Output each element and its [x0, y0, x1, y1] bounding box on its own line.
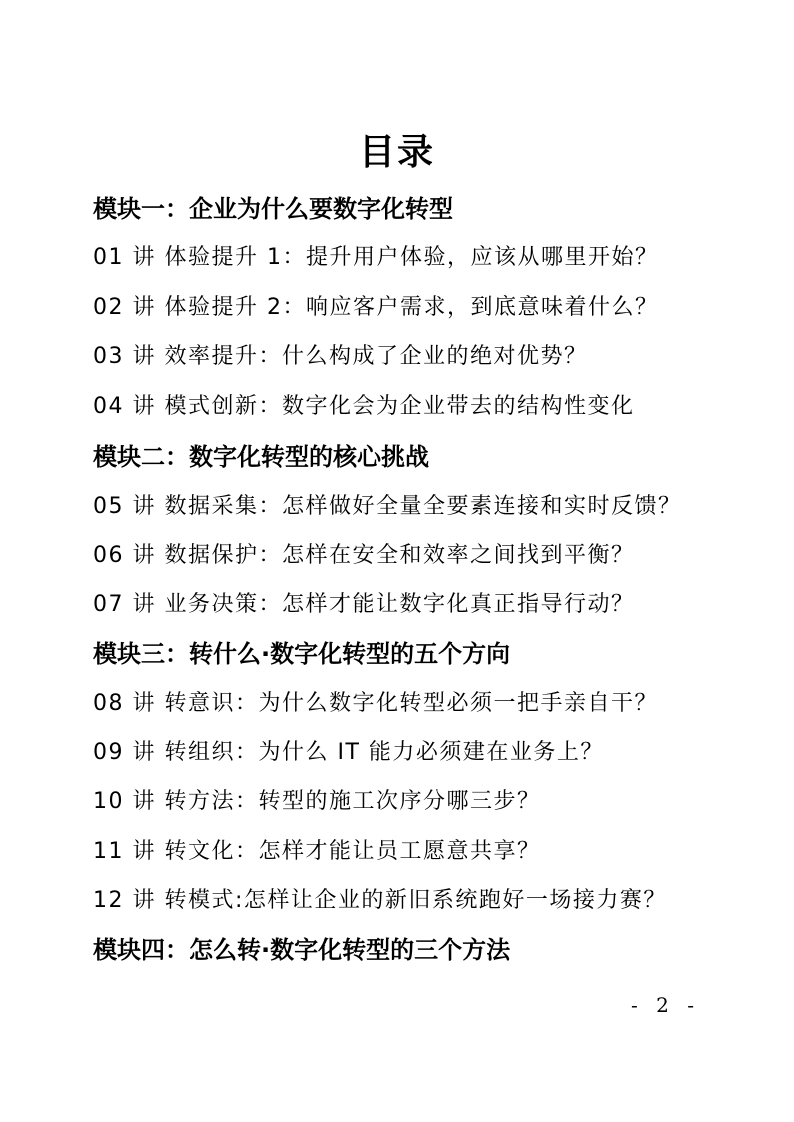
lecture-01: 01 讲 体验提升 1：提升用户体验，应该从哪里开始？ [93, 245, 659, 270]
lecture-07: 07 讲 业务决策：怎样才能让数字化真正指导行动？ [93, 592, 635, 617]
lecture-10: 10 讲 转方法：转型的施工次序分哪三步？ [93, 789, 541, 814]
lecture-04: 04 讲 模式创新：数字化会为企业带去的结构性变化 [93, 394, 635, 419]
lecture-09: 09 讲 转组织：为什么 IT 能力必须建在业务上？ [93, 740, 604, 765]
module-heading-2: 模块二：数字化转型的核心挑战 [93, 443, 429, 471]
page-number: - 2 - [631, 993, 700, 1017]
lecture-12: 12 讲 转模式:怎样让企业的新旧系统跑好一场接力赛？ [93, 888, 667, 913]
lecture-08: 08 讲 转意识：为什么数字化转型必须一把手亲自干？ [93, 691, 658, 716]
module-heading-3: 模块三：转什么·数字化转型的五个方向 [93, 640, 511, 668]
module-heading-1: 模块一：企业为什么要数字化转型 [93, 195, 453, 223]
module-heading-4: 模块四：怎么转·数字化转型的三个方法 [93, 936, 511, 964]
lecture-06: 06 讲 数据保护：怎样在安全和效率之间找到平衡？ [93, 543, 635, 568]
lecture-11: 11 讲 转文化：怎样才能让员工愿意共享？ [93, 839, 541, 864]
lecture-03: 03 讲 效率提升：什么构成了企业的绝对优势？ [93, 344, 588, 369]
lecture-02: 02 讲 体验提升 2：响应客户需求，到底意味着什么？ [93, 295, 659, 320]
page-title: 目录 [358, 132, 435, 173]
lecture-05: 05 讲 数据采集：怎样做好全量全要素连接和实时反馈？ [93, 494, 682, 519]
